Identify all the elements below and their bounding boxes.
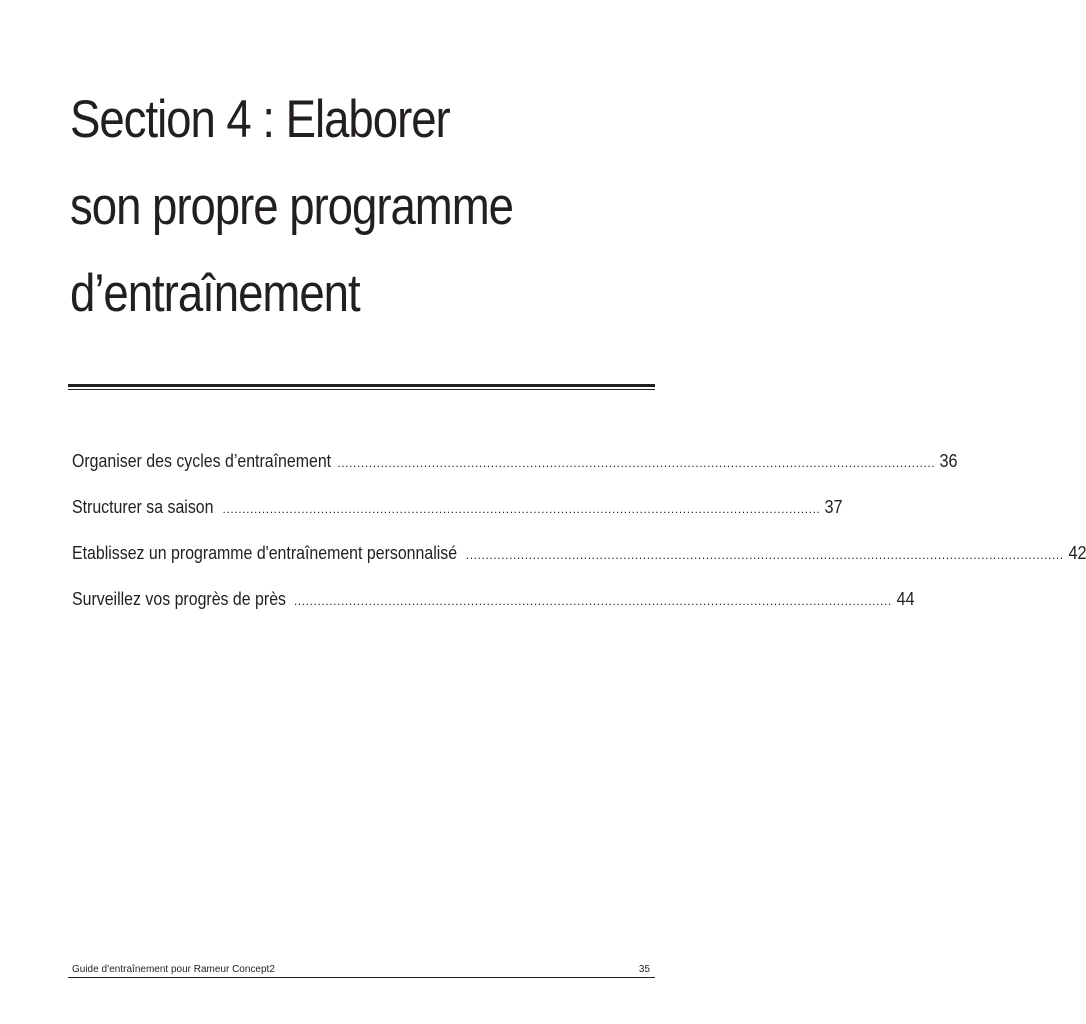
section-title-line-3: d’entraînement [70, 264, 360, 323]
title-divider-thick [68, 384, 655, 387]
section-title-line-1: Section 4 : Elaborer [70, 90, 450, 149]
toc-entry[interactable] [72, 492, 844, 538]
toc-dot-leader: ........................................................................................................................................................ [465, 548, 1064, 562]
toc-entry-page: 36 [939, 450, 958, 471]
toc-entry[interactable] [72, 446, 958, 492]
toc-entry[interactable] [72, 584, 915, 630]
table-of-contents [72, 446, 1086, 630]
toc-dot-leader: ........................................................................................................................................................ [293, 594, 892, 608]
section-title [70, 76, 603, 337]
toc-entry-page: 44 [896, 588, 915, 609]
toc-dot-leader: ........................................................................................................................................................ [337, 456, 936, 470]
toc-entry[interactable] [72, 538, 1086, 584]
footer-page-number: 35 [638, 964, 650, 975]
toc-entry-label: Structurer sa saison [72, 496, 214, 517]
footer-guide-title: Guide d’entraînement pour Rameur Concept2 [72, 964, 275, 975]
toc-entry-label: Etablissez un programme d'entraînement personnalisé [72, 542, 458, 563]
toc-entry-label: Organiser des cycles d’entraînement [72, 450, 332, 471]
section-title-line-2: son propre programme [70, 177, 513, 236]
toc-entry-page: 42 [1068, 542, 1086, 563]
title-divider-thin [68, 389, 655, 390]
footer-divider [68, 977, 655, 978]
toc-entry-page: 37 [824, 496, 844, 517]
toc-dot-leader: ........................................................................................................................................................ [222, 502, 821, 516]
toc-entry-label: Surveillez vos progrès de près [72, 588, 287, 609]
